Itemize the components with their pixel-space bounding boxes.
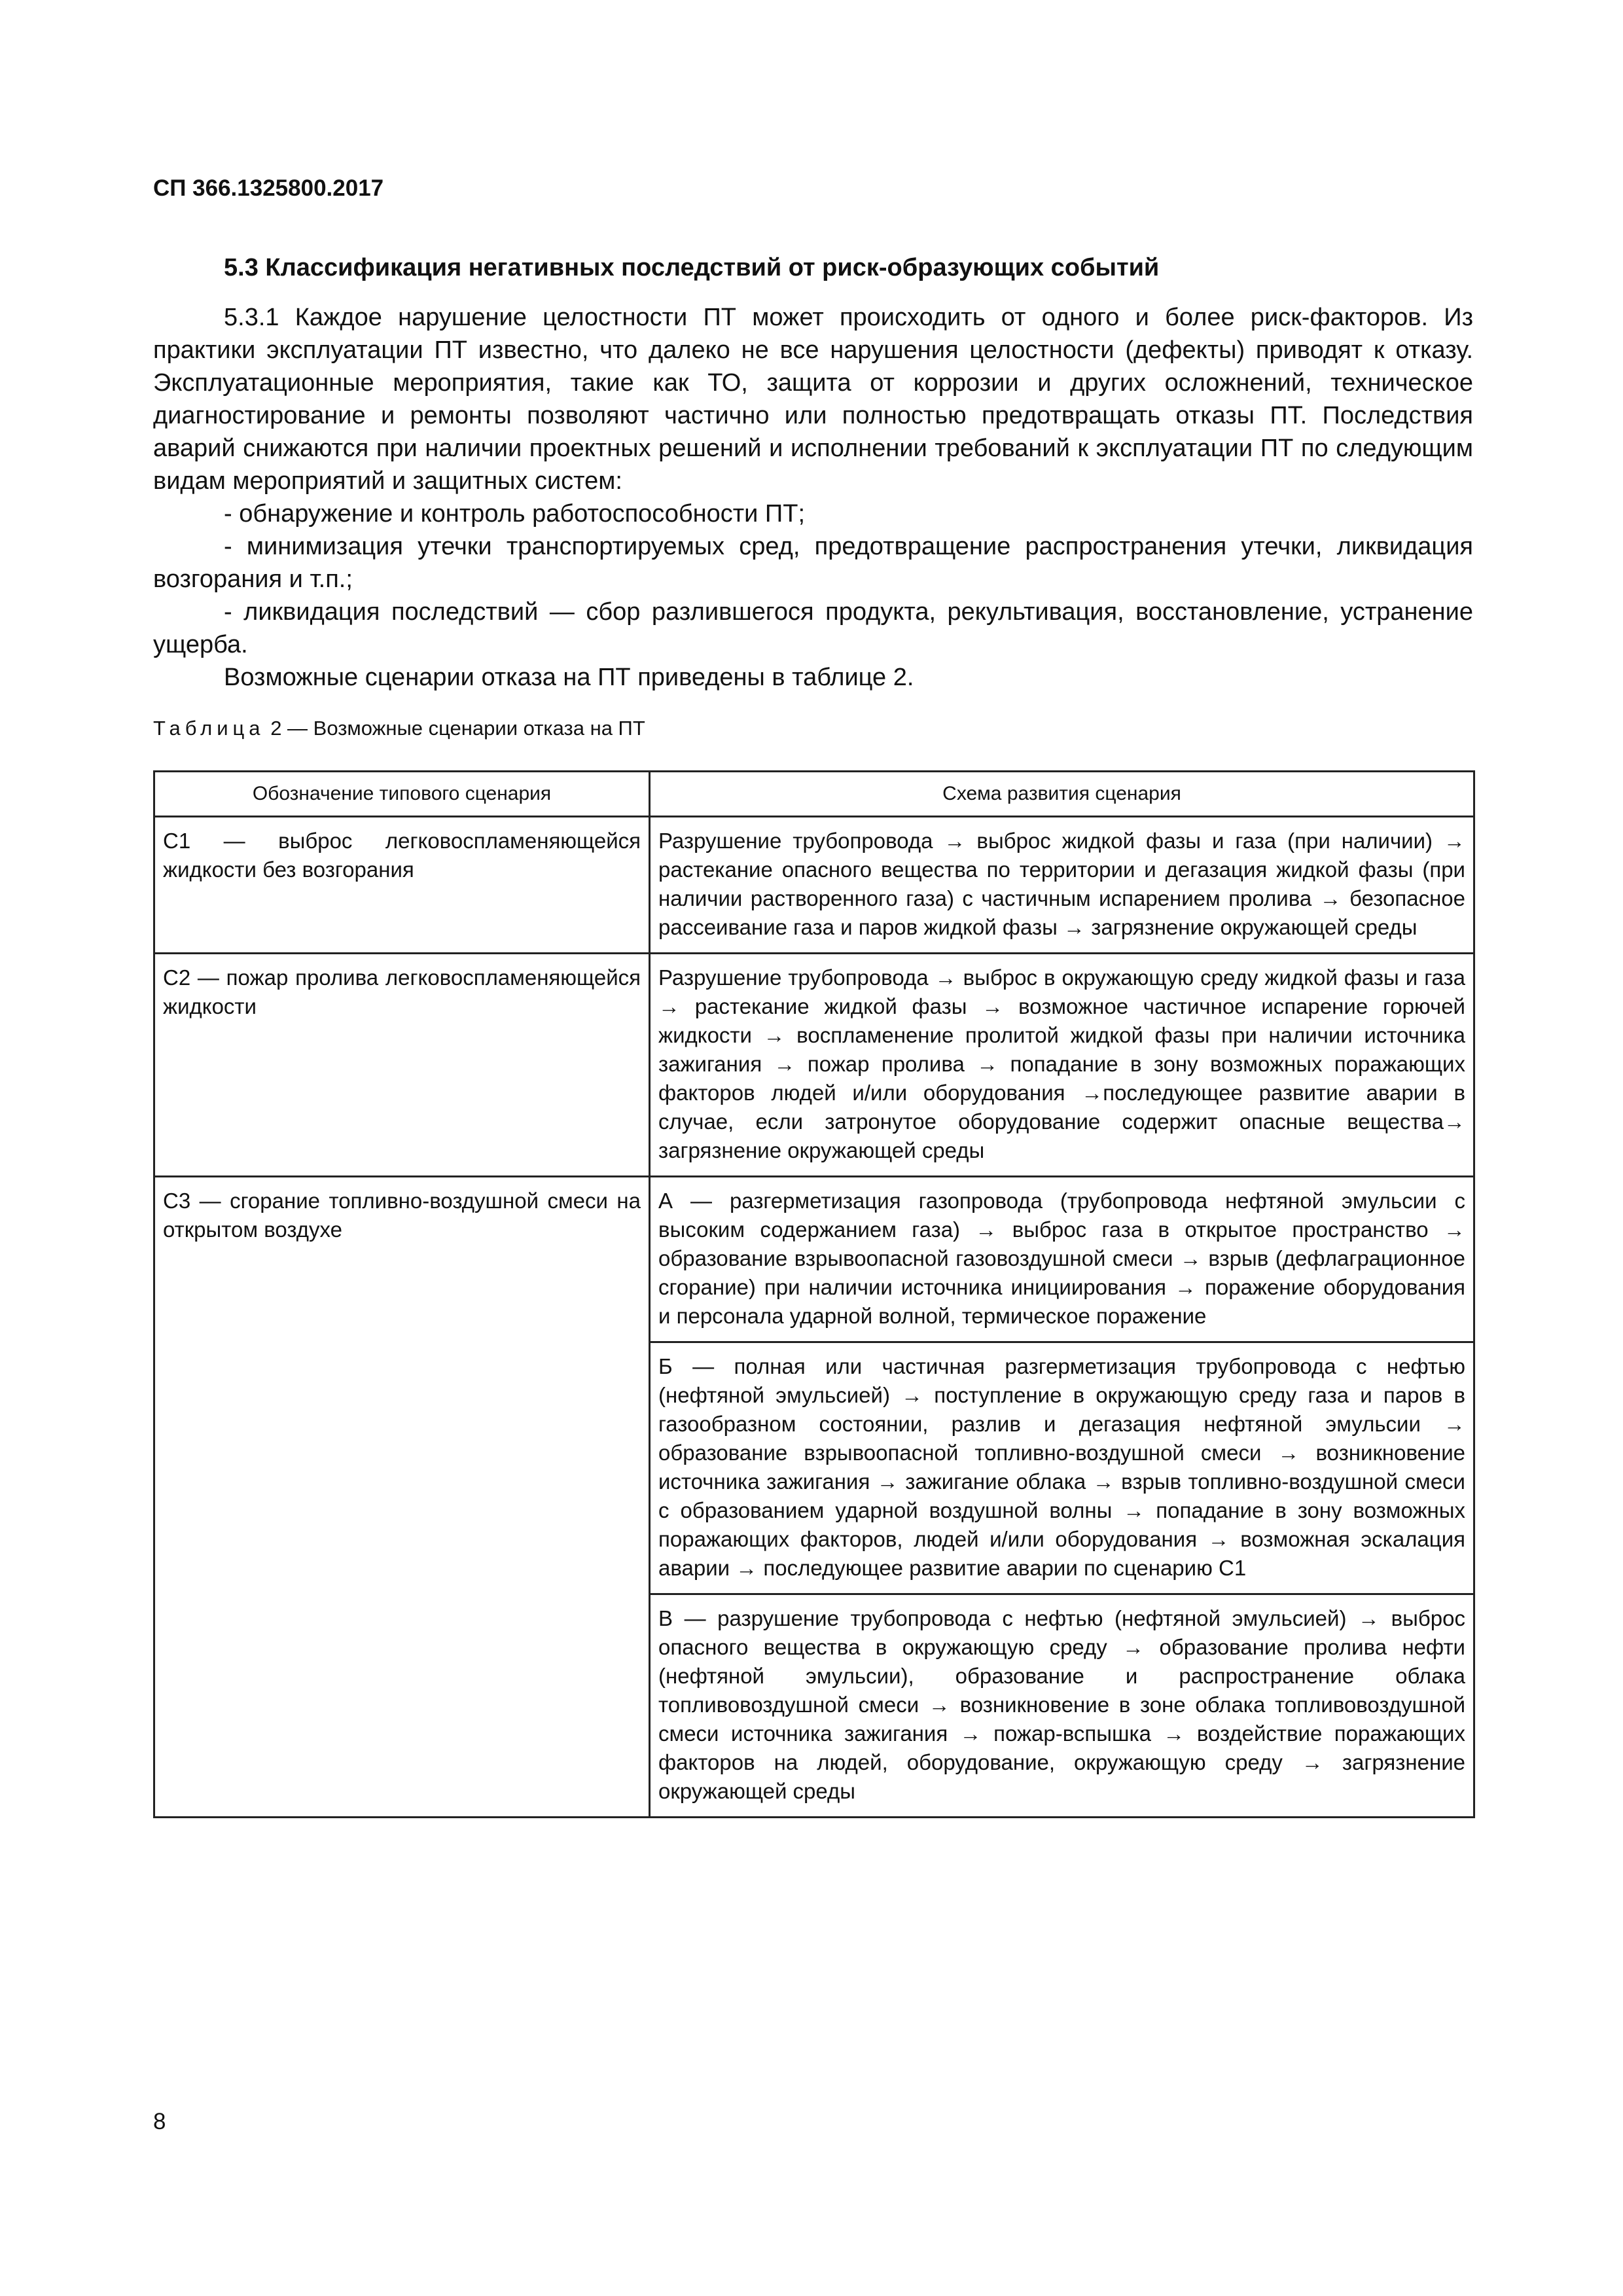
- body-text: [153, 301, 1473, 694]
- scheme-cell: Б — полная или частичная разгерметизация трубопровода с нефтью (нефтяной эмульсией) → поступление в окружающую среду газа и паров в газообразном состоянии, разлив и дегазация нефтяной эмульсии → образование взрывоопасной топливно-воздушной смеси → возникновение источника зажигания → зажигание облака → взрыв топливно-воздушной смеси с образованием ударной воздушной волны → попадание в зону возможных поражающих факторов, людей и/или оборудования → возможная эскалация аварии → последующее развитие аварии по сценарию С1: [650, 1342, 1474, 1594]
- scheme-cell: А — разгерметизация газопровода (трубопровода нефтяной эмульсии с высоким содержанием газа) → выброс газа в открытое пространство → образование взрывоопасной газовоздушной смеси → взрыв (дефлаграционное сгорание) при наличии источника инициирования → поражение оборудования и персонала ударной волной, термическое поражение: [650, 1177, 1474, 1342]
- scheme-cell: В — разрушение трубопровода с нефтью (нефтяной эмульсией) → выброс опасного вещества в окружающую среду → образование пролива нефти (нефтяной эмульсии), образование и распространение облака топливовоздушной смеси → возникновение в зоне облака топливовоздушной смеси источника зажигания → пожар-вспышка → воздействие поражающих факторов на людей, оборудование, окружающую среду → загрязнение окружающей среды: [650, 1594, 1474, 1818]
- page-number: 8: [153, 2109, 166, 2134]
- scenario-cell: С2 — пожар пролива легковоспламеняющейся жидкости: [154, 954, 650, 1177]
- list-item: - минимизация утечки транспортируемых сред, предотвращение распространения утечки, ликвидация возгорания и т.п.;: [153, 533, 1473, 593]
- list-item: - ликвидация последствий — сбор разлившегося продукта, рекультивация, восстановление, устранение ущерба.: [153, 598, 1473, 658]
- scenarios-table: [153, 770, 1475, 1818]
- table-header-row: [154, 772, 1474, 817]
- scheme-cell: Разрушение трубопровода → выброс в окружающую среду жидкой фазы и газа → растекание жидкой фазы → возможное частичное испарение горючей жидкости → воспламенение пролитой жидкой фазы при наличии источника зажигания → пожар пролива → попадание в зону возможных поражающих факторов людей и/или оборудования →последующее развитие аварии в случае, если затронутое оборудование содержит опасные вещества→ загрязнение окружающей среды: [650, 954, 1474, 1177]
- column-header-scenario: Обозначение типового сценария: [154, 772, 650, 817]
- scenario-cell: С3 — сгорание топливно-воздушной смеси на открытом воздухе: [154, 1177, 650, 1818]
- column-header-scheme: Схема развития сценария: [650, 772, 1474, 817]
- list-item: - обнаружение и контроль работоспособности ПТ;: [224, 500, 806, 528]
- table-row: [154, 954, 1474, 1177]
- paragraph: Возможные сценарии отказа на ПТ приведены в таблице 2.: [224, 664, 914, 691]
- scheme-cell: Разрушение трубопровода → выброс жидкой фазы и газа (при наличии) → растекание опасного вещества по территории и дегазация жидкой фазы (при наличии растворенного газа) с частичным испарением пролива → безопасное рассеивание газа и паров жидкой фазы → загрязнение окружающей среды: [650, 817, 1474, 954]
- section-heading: 5.3 Классификация негативных последствий от риск-образующих событий: [224, 254, 1160, 281]
- document-code: СП 366.1325800.2017: [153, 175, 384, 201]
- table-caption-text: 2 — Возможные сценарии отказа на ПТ: [270, 717, 645, 740]
- table-caption-label: Таблица: [153, 717, 265, 740]
- paragraph: 5.3.1 Каждое нарушение целостности ПТ может происходить от одного и более риск-факторов. Из практики эксплуатации ПТ известно, что далеко не все нарушения целостности (дефекты) приводят к отказу. Эксплуатационные мероприятия, такие как ТО, защита от коррозии и других осложнений, техническое диагностирование и ремонты позволяют частично или полностью предотвращать отказы ПТ. Последствия аварий снижаются при наличии проектных решений и исполнении требований к эксплуатации ПТ по следующим видам мероприятий и защитных систем:: [153, 304, 1473, 495]
- table-row: [154, 817, 1474, 954]
- table-row: [154, 1177, 1474, 1342]
- scenario-cell: С1 — выброс легковоспламеняющейся жидкости без возгорания: [154, 817, 650, 954]
- table-caption: [153, 717, 645, 740]
